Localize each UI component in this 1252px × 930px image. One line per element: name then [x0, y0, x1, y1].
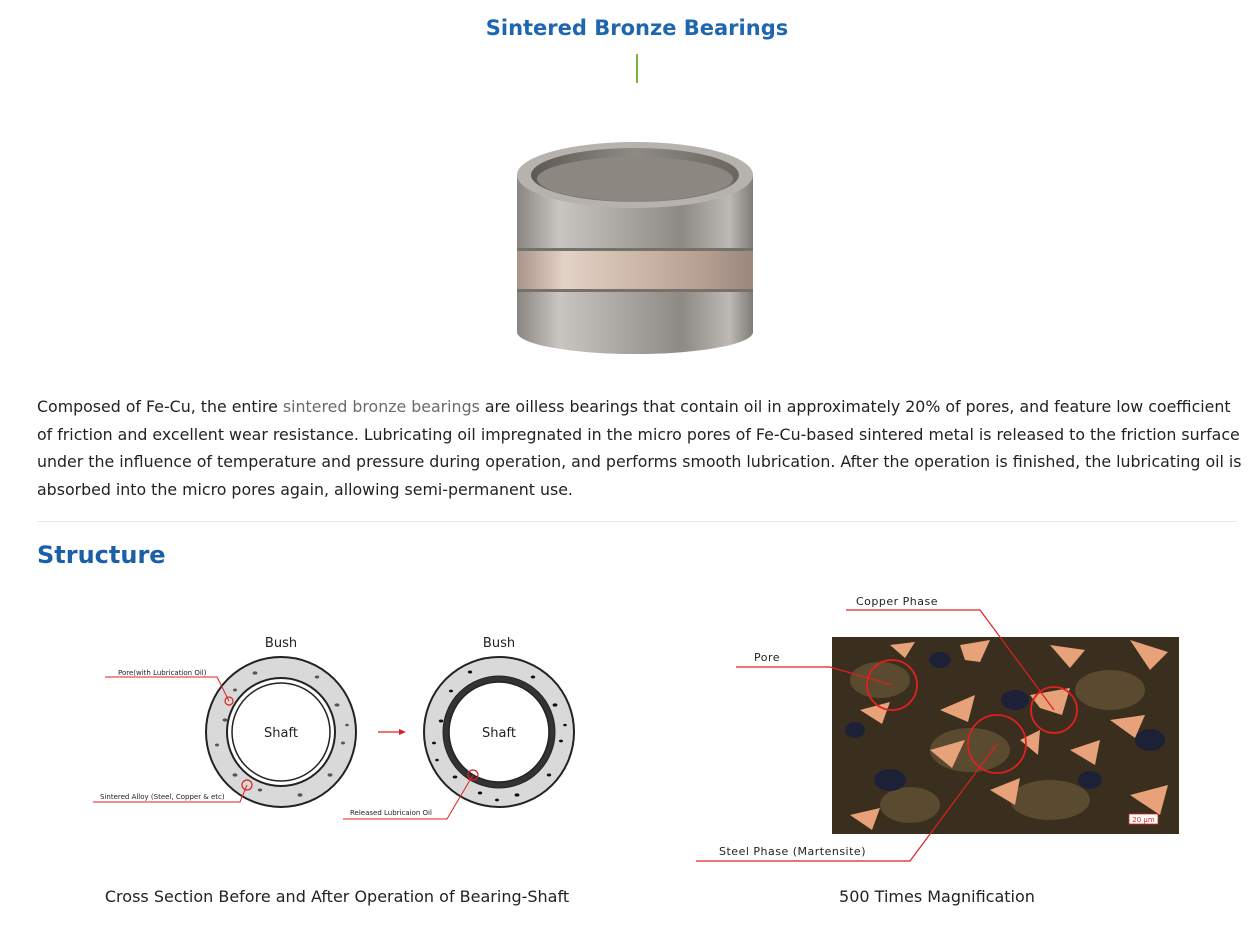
page-title: Sintered Bronze Bearings: [485, 16, 789, 41]
released-oil-label: Released Lubricaion Oil: [350, 809, 432, 817]
cross-section-diagram: [85, 625, 585, 825]
micrograph-figure: [690, 590, 1190, 865]
scale-bar-label: 20 μm: [1132, 816, 1155, 824]
sintered-alloy-label: Sintered Alloy (Steel, Copper & etc): [100, 793, 225, 801]
right-shaft-label: Shaft: [482, 726, 516, 741]
intro-text-start: Composed of Fe-Cu, the entire: [37, 397, 283, 416]
sintered-bronze-bearings-link[interactable]: sintered bronze bearings: [282, 397, 480, 416]
pore-lubrication-label: Pore(with Lubrication Oil): [118, 669, 207, 677]
cross-section-caption: Cross Section Before and After Operation of Bearing-Shaft: [104, 887, 570, 906]
title-accent-rule: [636, 54, 638, 83]
section-divider: [37, 521, 1237, 522]
magnification-caption: 500 Times Magnification: [839, 887, 1035, 906]
copper-phase-label: Copper Phase: [856, 595, 939, 608]
right-bush-label: Bush: [482, 636, 516, 651]
pore-label: Pore: [754, 651, 781, 664]
left-shaft-label: Shaft: [264, 726, 298, 741]
intro-text-end: are oilless bearings that contain oil in approximately 20% of pores, and feature low coefficient of friction and excellent wear resistance. Lubricating oil impregnated in the micro pores of Fe-Cu-based sintered metal is released to the friction surface under the influence of temperature and pressure during operation, and performs smooth lubrication. After the operation is finished, the lubricating oil is absorbed into the micro pores again, allowing semi-permanent use.: [37, 397, 1242, 499]
steel-phase-label: Steel Phase (Martensite): [719, 845, 866, 858]
left-bush-label: Bush: [264, 636, 298, 651]
intro-paragraph: [37, 393, 1242, 503]
structure-heading: Structure: [37, 541, 166, 569]
bearing-product-image: [505, 135, 765, 360]
